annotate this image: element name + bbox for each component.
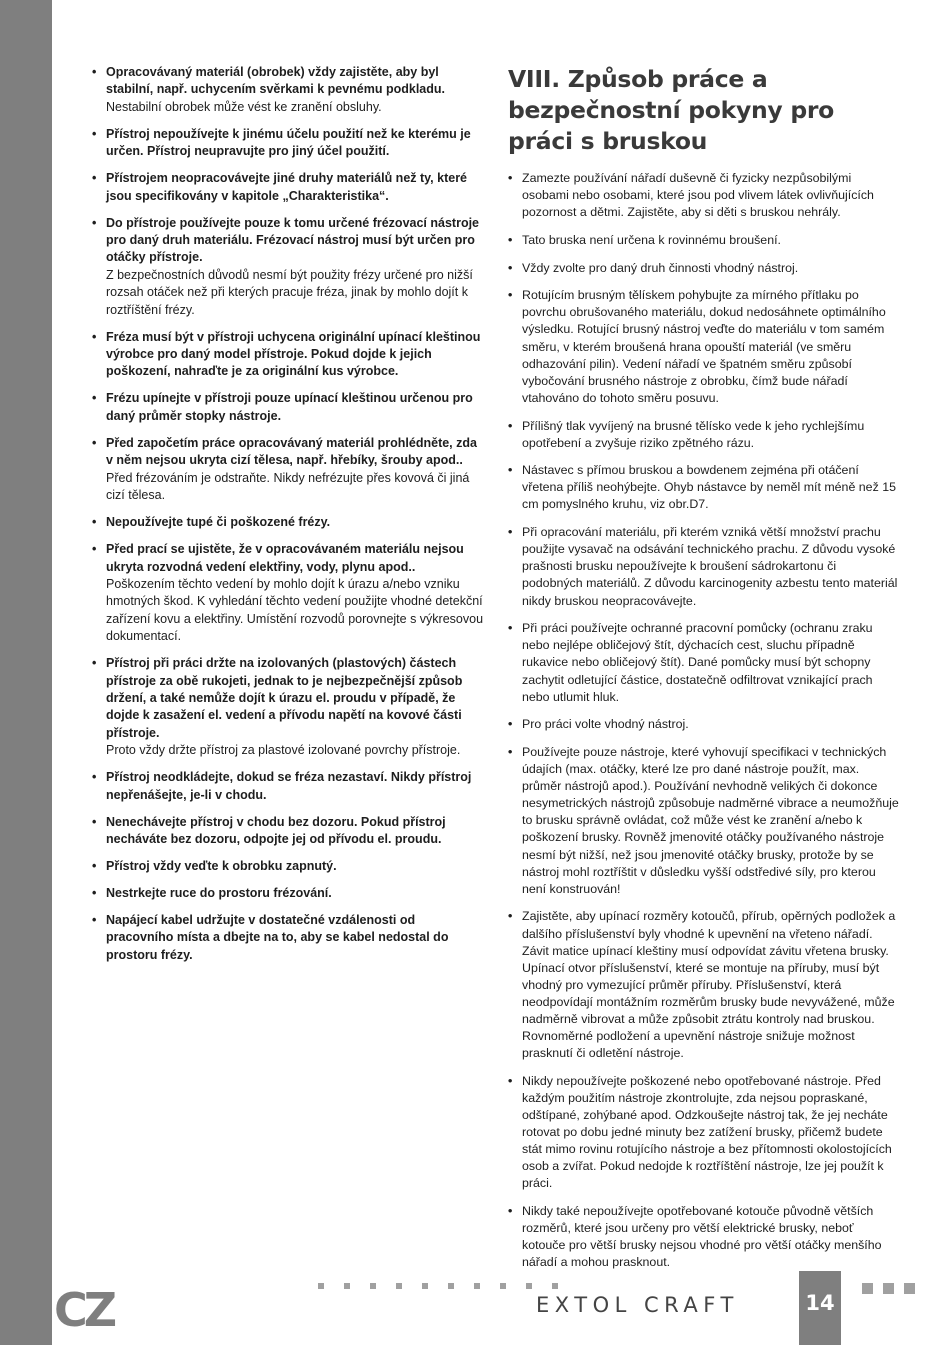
- safety-item-bold: Nenechávejte přístroj v chodu bez dozoru. Pokud přístroj necháváte bez dozoru, odpojte jej od přívodu el. proudu.: [106, 814, 446, 846]
- safety-item: [92, 170, 484, 205]
- safety-item-bold: Přístroj neodkládejte, dokud se fréza nezastaví. Nikdy přístroj nepřenášejte, je-li v chodu.: [106, 770, 472, 802]
- safety-item-text: Proto vždy držte přístroj za plastové izolované povrchy přístroje.: [106, 743, 461, 758]
- safety-item-bold: Přístroj nepoužívejte k jinému účelu použití než ke kterému je určen. Přístroj neupravujte pro jiný účel použití.: [106, 126, 471, 159]
- left-sidebar-bar: [0, 0, 52, 1345]
- safety-item-bold: Přístrojem neopracovávejte jiné druhy materiálů než ty, které jsou specifikovány v kapitole „Charakteristika“.: [106, 171, 468, 203]
- safety-item: [92, 390, 484, 425]
- grinder-safety-item: • Při opracování materiálu, při kterém vzniká větší množství prachu použijte vysavač na odsávání technického prachu. Z důvodu vysoké prašnosti brusku nepoužívejte k broušení sádrokartonu či podobných materiálů. Z důvodu karcinogenity azbestu tento materiál nikdy bruskou neopracovávejte.: [508, 524, 900, 609]
- safety-item-bold: Opracovávaný materiál (obrobek) vždy zajistěte, aby byl stabilní, např. uchycením svěrkami k pevnému podkladu.: [106, 65, 445, 97]
- safety-item: [92, 912, 484, 964]
- grinder-safety-item: • Vždy zvolte pro daný druh činnosti vhodný nástroj.: [508, 260, 900, 277]
- grinder-safety-item: • Při práci používejte ochranné pracovní pomůcky (ochranu zraku nebo nejlépe obličejový štít, dýchacích cest, sluchu případně rukavice nebo obličejový štít). Dané pomůcky musí být schopny zachytit odletující částice, dostatečně odfiltrovat vznikající prach nebo utlumit hluk.: [508, 620, 900, 705]
- safety-item: [92, 64, 484, 116]
- safety-item-bold: Před započetím práce opracovávaný materiál prohlédněte, zda v něm nejsou ukryta cizí tělesa, např. hřebíky, šrouby apod..: [106, 435, 477, 468]
- safety-item-text: Před frézováním je odstraňte. Nikdy nefrézujte přes kovová či jiná cizí tělesa.: [106, 470, 470, 503]
- brand-logo: EXTOL CRAFT: [536, 1293, 739, 1317]
- grinder-safety-item: • Nástavec s přímou bruskou a bowdenem zejména při otáčení vřetena příliš neohýbejte. Ohyb nástavce by neměl mít méně než 15 cm pomyslného kruhu, viz obr.D7.: [508, 462, 900, 513]
- safety-item-bold: Fréza musí být v přístroji uchycena originální upínací kleštinou výrobce pro daný model přístroje. Pokud dojde k jejich poškození, nahraďte je za originální kus výrobce.: [106, 329, 481, 379]
- grinder-safety-item: • Přílišný tlak vyvíjený na brusné tělísko vede k jeho rychlejšímu opotřebení a zvyšuje riziko zpětného rázu.: [508, 418, 900, 452]
- safety-item: [92, 885, 484, 902]
- grinder-safety-item: • Nikdy nepoužívejte poškozené nebo opotřebované nástroje. Před každým použitím nástroje zkontrolujte, zda nejsou popraskané, odštípané, zohýbané apod. Odzkoušejte nástroj tak, že jej necháte rotovat po dobu jedné minuty bez zatížení brusky, přičemž budete stát mimo rovinu rotujícího nástroje a bez přítomnosti okolostojících osob a zvířat. Pokud nedojde k roztříštění nástroje, lze jej použít k práci.: [508, 1073, 900, 1193]
- right-column: [508, 64, 900, 1282]
- footer-squares-decoration: [862, 1283, 915, 1294]
- safety-item: [92, 769, 484, 804]
- safety-item: [92, 814, 484, 849]
- footer-dots-decoration: [318, 1283, 558, 1289]
- safety-item-bold: Před prací se ujistěte, že v opracovávaném materiálu nejsou ukryta rozvodná vedení elektřiny, vody, plynu apod..: [106, 542, 464, 574]
- safety-item-bold: Do přístroje používejte pouze k tomu určené frézovací nástroje pro daný druh materiálu. Frézovací nástroj musí být určen pro otáčky přístroje.: [106, 215, 479, 265]
- safety-item-bold: Přístroj při práci držte na izolovaných (plastových) částech přístroje za obě rukojeti, jednak to je nejbezpečnější způsob držení, a také nemůže dojít k úrazu el. proudu v případě, že dojde k zasažení el. vedení a přívodu napětí na kovové části přístroje.: [106, 656, 463, 740]
- safety-item-bold: Nepoužívejte tupé či poškozené frézy.: [106, 515, 331, 530]
- safety-item-text: Poškozením těchto vedení by mohlo dojít k úrazu a/nebo vzniku hmotných škod. K vyhledání těchto vedení použijte vhodné detekční zařízení kovu a elektřiny. Umístění rozvodů porovnejte s výkresovou dokumentací.: [106, 576, 484, 644]
- safety-item-bold: Nestrkejte ruce do prostoru frézování.: [106, 885, 332, 900]
- safety-item-bold: Napájecí kabel udržujte v dostatečné vzdálenosti od pracovního místa a dbejte na to, aby se kabel nedostal do prostoru frézy.: [106, 912, 449, 962]
- safety-item: [92, 215, 484, 319]
- safety-item: [92, 126, 484, 161]
- left-column: [92, 64, 484, 974]
- safety-item-bold: Frézu upínejte v přístroji pouze upínací kleštinou určenou pro daný průměr stopky nástroje.: [106, 391, 473, 423]
- safety-item-bold: Přístroj vždy veďte k obrobku zapnutý.: [106, 858, 337, 873]
- grinder-safety-item: • Pro práci volte vhodný nástroj.: [508, 716, 900, 733]
- grinder-safety-item: • Tato bruska není určena k rovinnému broušení.: [508, 232, 900, 249]
- safety-item: [92, 541, 484, 645]
- safety-item: [92, 514, 484, 531]
- safety-item: [92, 858, 484, 875]
- section-title: VIII. Způsob práce a bezpečnostní pokyny pro práci s bruskou: [508, 65, 834, 155]
- safety-item: [92, 329, 484, 381]
- grinder-safety-item: • Rotujícím brusným tělískem pohybujte za mírného přítlaku po povrchu obrušovaného materiálu, dokud nedosáhnete optimálního výsledku. Rotující brusný nástroj veďte do materiálu v tom samém směru, v kterém broušená hrana opouští materiál (ve směru odhazování pilin). Vedení nářadí ve špatném směru způsobí vybočování brusného nástroje z obrobku, čímž bude nářadí vtahováno do tohoto směru posuvu.: [508, 287, 900, 407]
- safety-item-text: Nestabilní obrobek může vést ke zranění obsluhy.: [106, 99, 382, 114]
- safety-item: [92, 435, 484, 505]
- grinder-safety-item: • Nikdy také nepoužívejte opotřebované kotouče původně větších rozměrů, které jsou určeny pro větší elektrické brusky, neboť kotouče pro větší brusky nejsou vhodné pro větší otáčky menšího nářadí a mohou prasknout.: [508, 1203, 900, 1271]
- safety-item: [92, 655, 484, 759]
- grinder-safety-item: • Používejte pouze nástroje, které vyhovují specifikaci v technických údajích (max. otáčky, které lze pro dané nástroje použít, max. průměr nástrojů apod.). Používání nevhodně velikých či dokonce nesymetrických nástrojů způsobuje nadměrné vibrace a neumožňuje to brusku správně ovládat, což může vést ke zranění a/nebo k poškození brusky. Rovněž jmenovité otáčky používaného nástroje nesmí být nižší, než jsou jmenovité otáčky brusky, protože by se nástroj mohl roztříštit v důsledku vyšší odstředivé síly, pro kterou není konstruován!: [508, 744, 900, 898]
- grinder-safety-item: • Zamezte používání nářadí duševně či fyzicky nezpůsobilými osobami nebo osobami, které jsou pod vlivem látek ovlivňujících pozornost a dětmi. Zajistěte, aby si děti s bruskou nehrály.: [508, 170, 900, 221]
- page-number: 14: [805, 1291, 835, 1315]
- grinder-safety-item: • Zajistěte, aby upínací rozměry kotoučů, přírub, opěrných podložek a dalšího příslušenství byly vhodné k upevnění na vřeteno nářadí. Závit matice upínací kleštiny musí odpovídat závitu vřetena brusky. Upínací otvor příslušenství, které se montuje na příruby, musí být vhodný pro vymezující průměr příruby. Příslušenství, která neodpovídají montážním rozměrům brusky bude nevyvážené, může nadměrně vibrovat a může způsobit ztrátu kontroly nad bruskou. Rovnoměrné podložení a upevnění nástroje snižuje možnost prasknutí či odletění nástroje.: [508, 908, 900, 1062]
- language-code: CZ: [54, 1283, 114, 1337]
- safety-item-text: Z bezpečnostních důvodů nesmí být použity frézy určené pro nižší rozsah otáček než při kterých pracuje fréza, jinak by mohlo dojít k roztříštění frézy.: [106, 267, 473, 317]
